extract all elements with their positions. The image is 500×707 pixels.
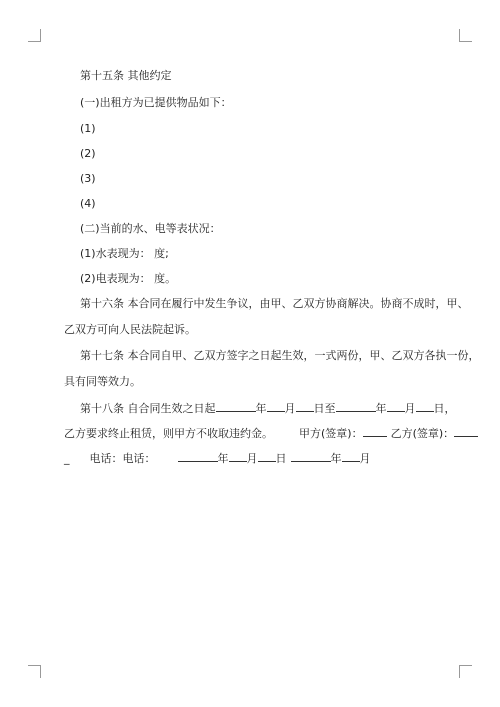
month-label: 月 <box>284 402 296 415</box>
items-intro: (一)出租方为已提供物品如下： <box>80 96 232 109</box>
sign-day-blank <box>258 450 276 462</box>
article-17-line-2: 具有同等效力。 <box>64 375 141 388</box>
article-18-start: 第十八条 自合同生效之日起 <box>80 402 216 415</box>
meters-intro: (二)当前的水、电等表状况： <box>80 222 221 235</box>
item-4: (4) <box>80 197 96 210</box>
sign-month-blank-2 <box>342 450 360 462</box>
end-day-blank <box>416 400 434 412</box>
page-corner-mark-top-right <box>459 29 472 42</box>
article-18-line-1 <box>80 400 456 416</box>
page-corner-mark-top-left <box>28 29 41 42</box>
sign-year-label: 年 <box>217 452 229 465</box>
page-corner-mark-bottom-right <box>459 665 472 678</box>
party-b-sign-label: 乙方(签章)： <box>390 427 455 440</box>
page-corner-mark-bottom-left <box>28 665 41 678</box>
day-end-label: 日， <box>433 402 456 415</box>
sign-year-label-2: 年 <box>330 452 342 465</box>
month-label-2: 月 <box>404 402 416 415</box>
start-month-blank <box>267 400 285 412</box>
sign-year-blank-2 <box>291 450 331 462</box>
electric-meter-line: (2)电表现为： 度。 <box>80 272 177 285</box>
water-meter-line: (1)水表现为： 度; <box>80 247 169 260</box>
sign-month-label-2: 月 <box>359 452 371 465</box>
item-2: (2) <box>80 147 96 160</box>
year-label: 年 <box>255 402 267 415</box>
sign-month-blank <box>229 450 247 462</box>
article-17-line-1: 第十七条 本合同自甲、乙双方签字之日起生效，一式两份，甲、乙双方各执一份， <box>80 349 480 362</box>
phone-label: 电话：电话： <box>89 452 156 465</box>
party-a-sign-blank <box>363 425 387 437</box>
year-label-2: 年 <box>375 402 387 415</box>
article-18-line-3 <box>64 450 371 466</box>
start-year-blank <box>216 400 256 412</box>
item-3: (3) <box>80 172 96 185</box>
day-to-label: 日至 <box>313 402 336 415</box>
article-16-line-1: 第十六条 本合同在履行中发生争议，由甲、乙双方协商解决。协商不成时，甲、 <box>80 297 469 310</box>
article-15-title: 第十五条 其他约定 <box>80 69 172 82</box>
item-1: (1) <box>80 122 96 135</box>
terminate-text: 乙方要求终止租赁，则甲方不收取违约金。 <box>64 427 273 440</box>
article-16-line-2: 乙双方可向人民法院起诉。 <box>64 323 196 336</box>
party-a-sign-label: 甲方(签章)： <box>299 427 363 440</box>
underscore-mark: _ <box>64 452 70 465</box>
party-b-sign-blank <box>454 425 478 437</box>
end-month-blank <box>387 400 405 412</box>
end-year-blank <box>336 400 376 412</box>
article-18-line-2 <box>64 425 478 441</box>
sign-day-label: 日 <box>275 452 287 465</box>
start-day-blank <box>296 400 314 412</box>
sign-year-blank <box>178 450 218 462</box>
sign-month-label: 月 <box>246 452 258 465</box>
